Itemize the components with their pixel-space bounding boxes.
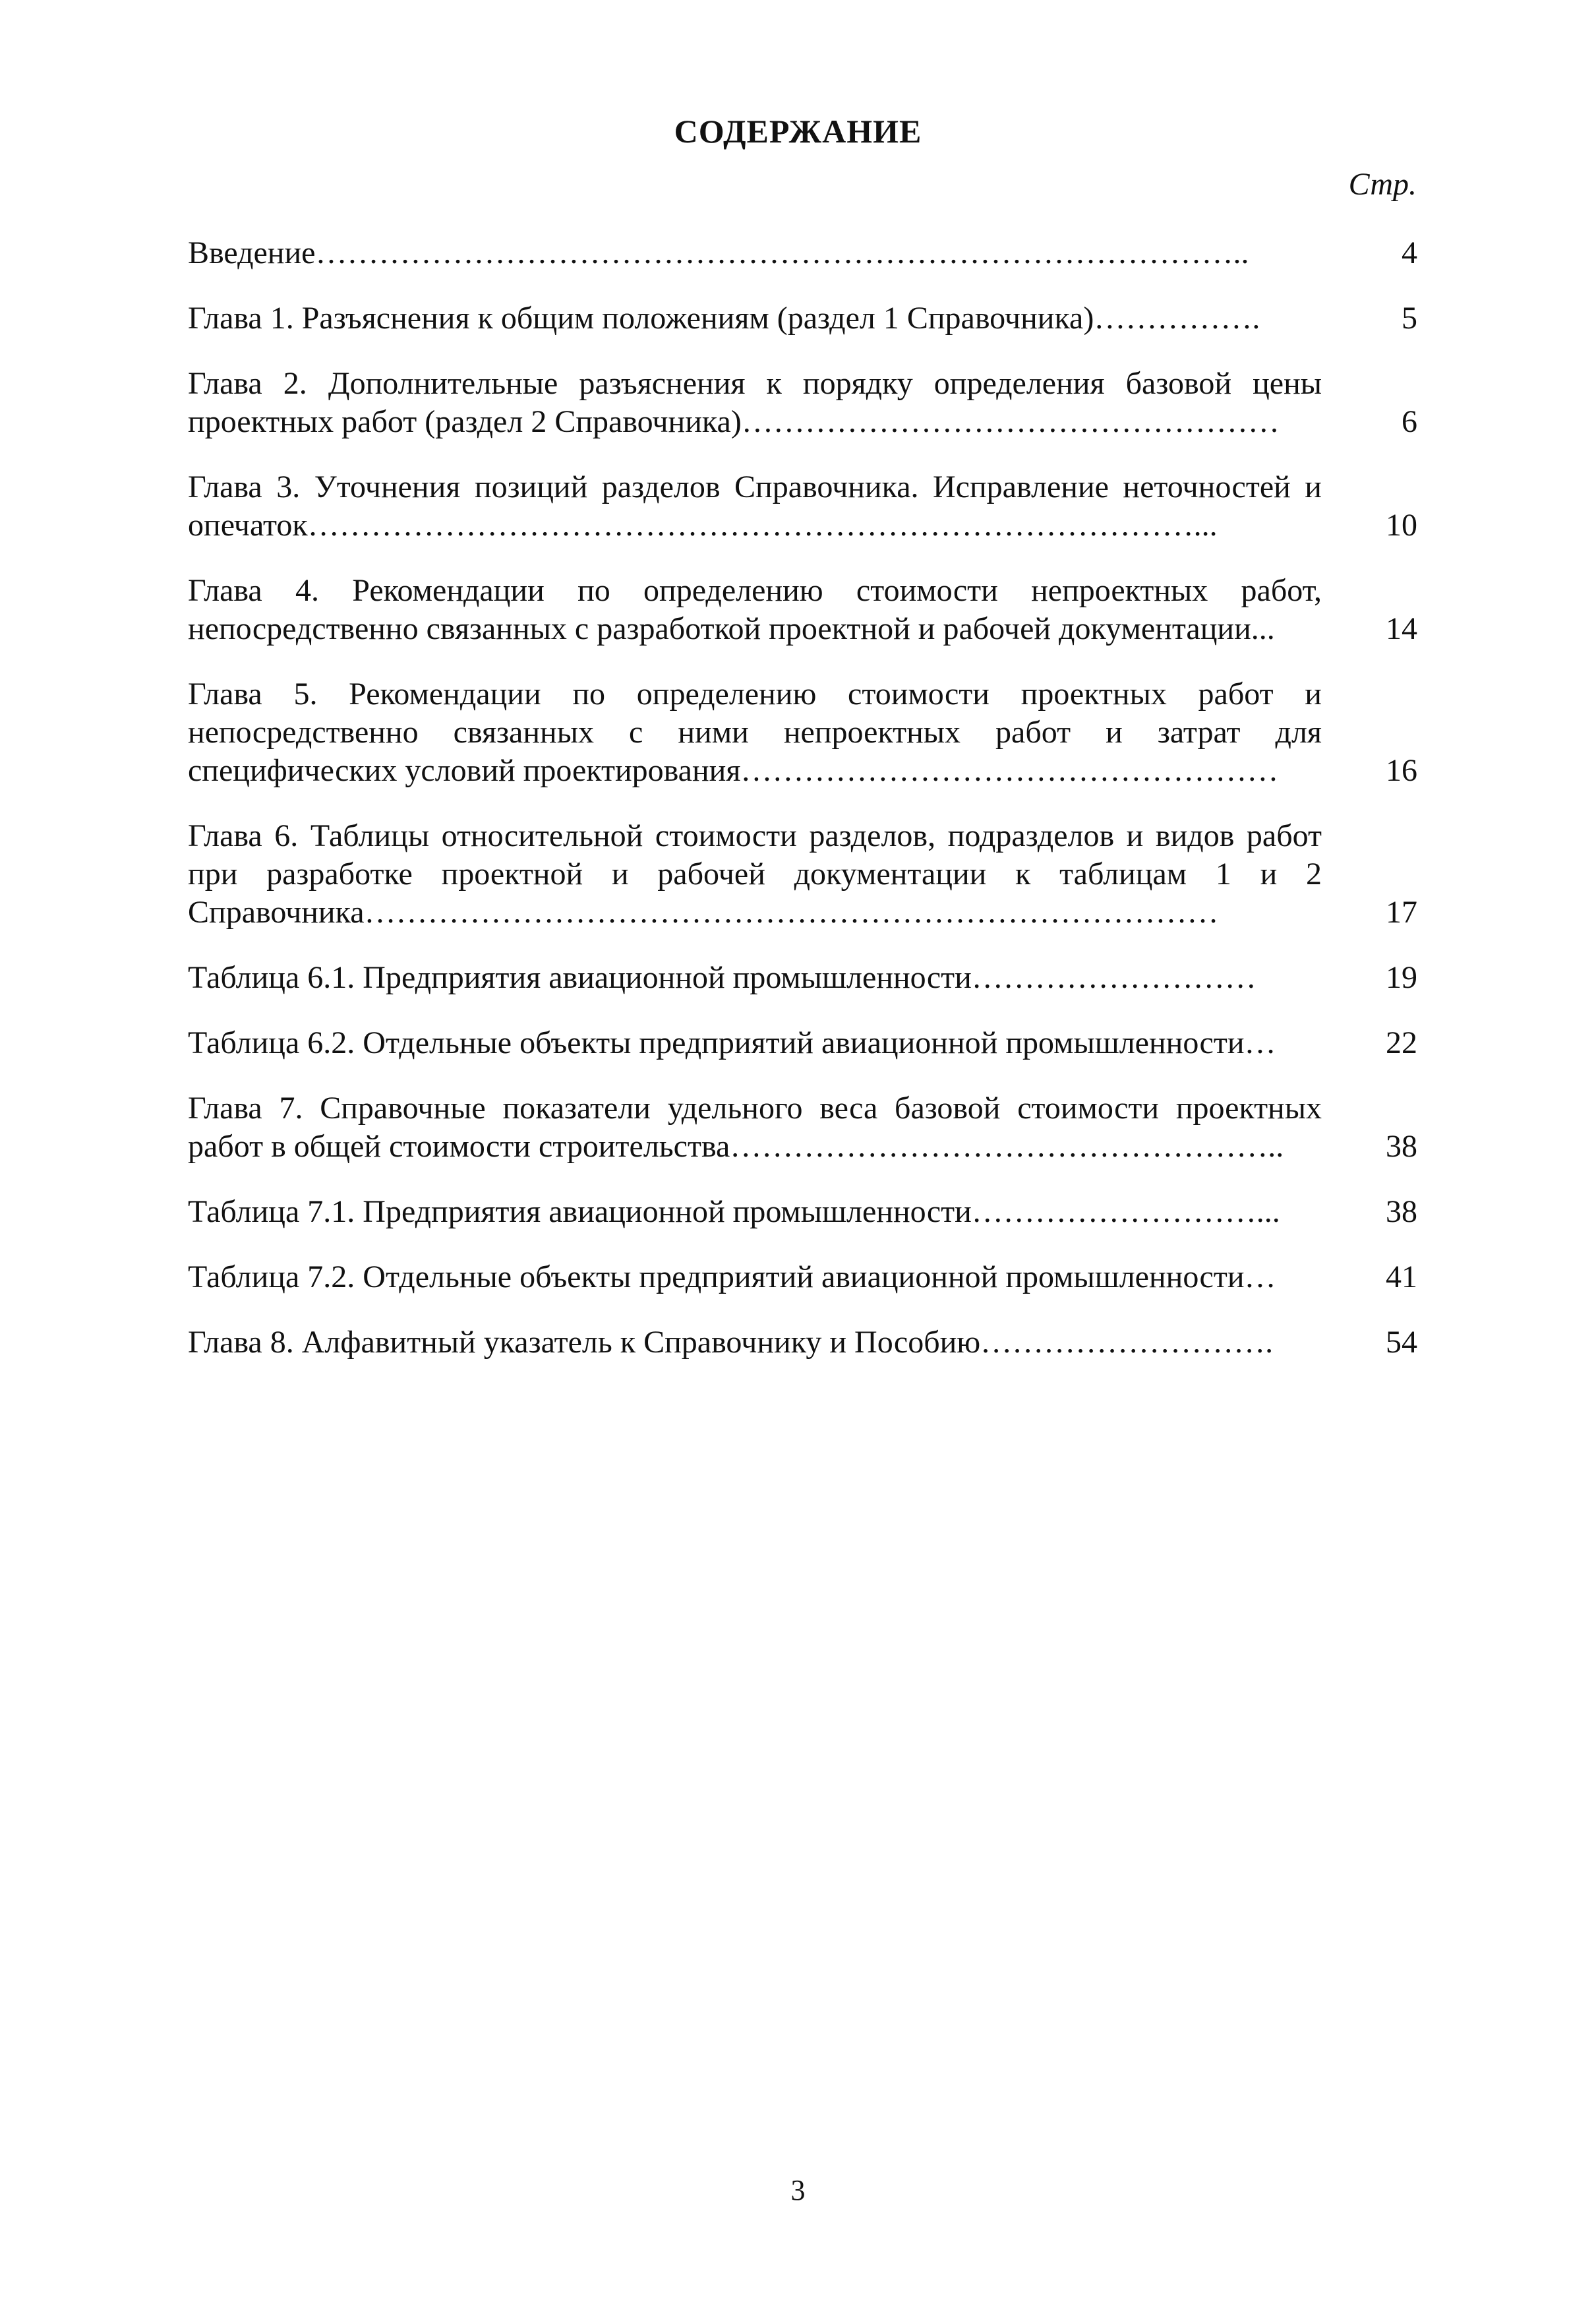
page-column-label: Стр. (1348, 167, 1417, 202)
toc-entry-page: 22 (1386, 1025, 1417, 1060)
toc-entry-page: 41 (1386, 1259, 1417, 1294)
toc-entry-introduction (188, 234, 1417, 272)
toc-entry-text: Глава 4. Рекомендации по определению стоимости непроектных работ, непосредственно связанных с разработкой проектной и рабочей документации... (188, 573, 1322, 646)
toc-entry-text: Таблица 7.2. Отдельные объекты предприятий авиационной промышленности… (188, 1259, 1276, 1294)
toc-entry-text: Глава 2. Дополнительные разъяснения к порядку определения базовой цены проектных работ (раздел 2 Справочника)…………………………………………… (188, 366, 1322, 439)
toc-entry-text: Глава 8. Алфавитный указатель к Справочнику и Пособию………………………. (188, 1325, 1274, 1360)
toc-entry-text: Глава 1. Разъяснения к общим положениям (раздел 1 Справочника)……………. (188, 301, 1260, 336)
toc-entry-text: Глава 7. Справочные показатели удельного веса базовой стоимости проектных работ в общей стоимости строительства…………………………………………….. (188, 1091, 1322, 1164)
toc-entry-page: 38 (1386, 1129, 1417, 1164)
toc-entry-page: 4 (1402, 235, 1417, 270)
page-title: СОДЕРЖАНИЕ (674, 113, 922, 150)
toc-entry-page: 6 (1402, 404, 1417, 439)
toc-entry-table-7-1 (188, 1193, 1417, 1231)
toc-entry-table-7-2 (188, 1258, 1417, 1296)
toc-entry-text: Глава 6. Таблицы относительной стоимости разделов, подразделов и видов работ при разработке проектной и рабочей документации к таблицам 1 и 2 Справочника……………………………………………………………………… (188, 818, 1322, 930)
toc-entry-table-6-1 (188, 959, 1417, 997)
toc-entry-text: Глава 5. Рекомендации по определению стоимости проектных работ и непосредственно связанных с ними непроектных работ и затрат для специфических условий проектирования…………………………………………… (188, 677, 1322, 788)
toc-entry-page: 14 (1386, 611, 1417, 646)
toc-entry-page: 10 (1386, 508, 1417, 543)
toc-entry-chapter-3 (188, 468, 1417, 545)
toc-entry-text: Глава 3. Уточнения позиций разделов Справочника. Исправление неточностей и опечаток…………………………………………………………………………... (188, 469, 1322, 543)
page-number: 3 (790, 2174, 806, 2206)
toc-entry-page: 16 (1386, 753, 1417, 788)
toc-entry-page: 5 (1402, 301, 1417, 336)
toc-entry-text: Таблица 7.1. Предприятия авиационной промышленности………………………... (188, 1194, 1280, 1229)
toc-entry-chapter-2 (188, 365, 1417, 441)
table-of-contents (188, 234, 1417, 1389)
toc-entry-table-6-2 (188, 1024, 1417, 1062)
toc-entry-chapter-4 (188, 572, 1417, 648)
toc-entry-page: 38 (1386, 1194, 1417, 1229)
toc-entry-page: 54 (1386, 1325, 1417, 1360)
toc-entry-chapter-7 (188, 1089, 1417, 1166)
toc-entry-page: 17 (1386, 895, 1417, 930)
toc-entry-text: Таблица 6.2. Отдельные объекты предприятий авиационной промышленности… (188, 1025, 1276, 1060)
toc-entry-chapter-6 (188, 817, 1417, 932)
toc-entry-text: Введение…………………………………………………………………………….. (188, 235, 1249, 270)
toc-entry-text: Таблица 6.1. Предприятия авиационной промышленности……………………… (188, 960, 1256, 995)
toc-entry-chapter-5 (188, 675, 1417, 790)
toc-entry-chapter-1 (188, 299, 1417, 338)
toc-entry-chapter-8 (188, 1323, 1417, 1362)
toc-entry-page: 19 (1386, 960, 1417, 995)
